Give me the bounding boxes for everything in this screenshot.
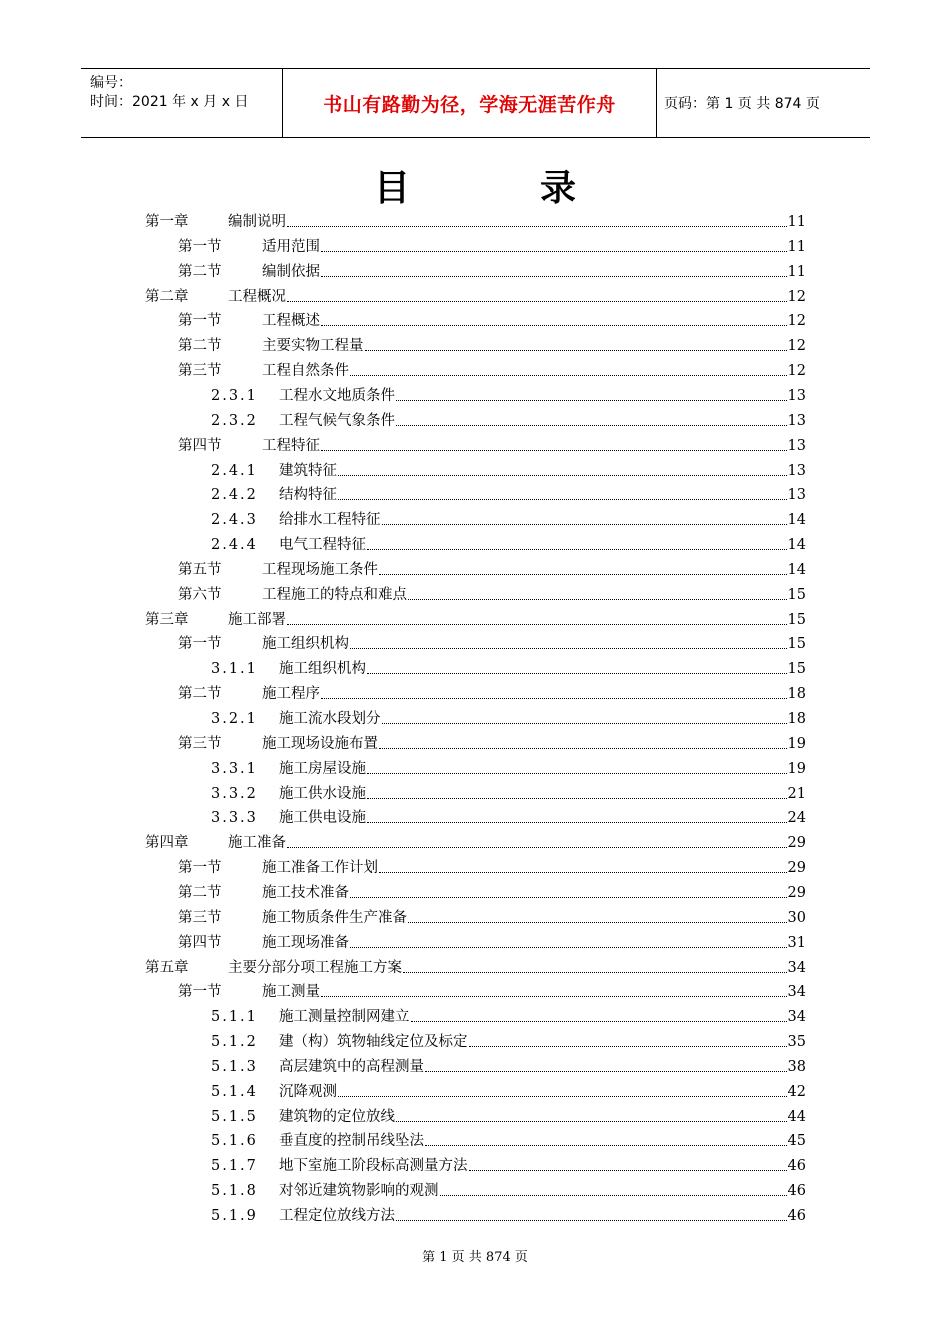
toc-dot-leader	[440, 1195, 787, 1196]
toc-entry-number: 2.4.1	[211, 462, 258, 479]
toc-entry-label: 主要实物工程量	[262, 338, 364, 355]
toc-entry-number: 第二节	[178, 338, 222, 355]
toc-entry-label: 施工组织机构	[262, 636, 349, 653]
toc-dot-leader	[367, 822, 787, 823]
toc-entry-label: 施工准备	[228, 835, 286, 852]
toc-entry-number: 5.1.2	[211, 1034, 258, 1051]
toc-entry-page: 19	[787, 735, 806, 752]
page-footer: 第 1 页 共 874 页	[422, 1250, 528, 1265]
toc-entry-label: 工程概况	[228, 288, 286, 305]
toc-entry-page: 13	[787, 462, 806, 479]
toc-entry[interactable]	[211, 756, 806, 778]
toc-entry[interactable]	[211, 1203, 806, 1225]
title-char-1: 目	[373, 168, 410, 209]
toc-entry-label: 电气工程特征	[279, 537, 366, 554]
toc-entry-label: 适用范围	[262, 238, 320, 255]
toc-entry[interactable]	[211, 1004, 806, 1026]
toc-entry[interactable]	[211, 1054, 806, 1076]
toc-dot-leader	[408, 599, 787, 600]
toc-entry-page: 13	[787, 437, 806, 454]
toc-entry[interactable]	[211, 706, 806, 728]
header-page-label: 页码：第 1 页 共 874 页	[664, 96, 820, 112]
toc-dot-leader	[408, 922, 787, 923]
toc-entry-page: 44	[787, 1108, 806, 1125]
toc-entry[interactable]	[211, 383, 806, 405]
toc-entry[interactable]	[178, 358, 806, 380]
toc-dot-leader	[367, 549, 787, 550]
toc-entry-page: 14	[787, 512, 806, 529]
toc-entry[interactable]	[211, 656, 806, 678]
toc-dot-leader	[321, 450, 787, 451]
toc-entry-number: 第二节	[178, 884, 222, 901]
toc-entry[interactable]	[211, 1029, 806, 1051]
toc-entry-number: 3.3.2	[211, 785, 258, 802]
toc-entry-number: 第一节	[178, 984, 222, 1001]
toc-dot-leader	[396, 1220, 787, 1221]
toc-entry-label: 编制说明	[228, 214, 286, 230]
toc-entry-page: 12	[787, 313, 806, 330]
toc-entry-page: 11	[787, 214, 806, 230]
toc-entry-number: 第一章	[145, 214, 189, 230]
toc-entry-page: 35	[787, 1034, 806, 1051]
toc-dot-leader	[396, 425, 787, 426]
toc-dot-leader	[350, 947, 787, 948]
toc-dot-leader	[350, 375, 787, 376]
toc-entry-page: 38	[787, 1058, 806, 1075]
toc-entry[interactable]	[211, 805, 806, 827]
toc-entry-number: 第三节	[178, 909, 222, 926]
toc-entry[interactable]	[178, 631, 806, 653]
toc-entry-page: 30	[787, 909, 806, 926]
toc-dot-leader	[350, 897, 787, 898]
toc-entry-page: 14	[787, 561, 806, 578]
toc-entry-label: 建筑特征	[279, 462, 337, 479]
toc-entry-number: 第一节	[178, 238, 222, 255]
toc-entry[interactable]	[211, 408, 806, 430]
toc-entry[interactable]	[211, 1079, 806, 1101]
toc-dot-leader	[287, 624, 787, 625]
toc-entry-number: 第四节	[178, 934, 222, 951]
toc-entry-number: 3.1.1	[211, 661, 258, 678]
toc-dot-leader	[382, 524, 787, 525]
toc-entry[interactable]	[211, 482, 806, 504]
toc-entry[interactable]	[145, 284, 806, 306]
toc-entry[interactable]	[178, 930, 806, 952]
toc-entry-page: 18	[787, 686, 806, 703]
toc-entry[interactable]	[145, 955, 806, 977]
toc-dot-leader	[469, 1170, 787, 1171]
toc-entry-label: 施工流水段划分	[279, 711, 381, 727]
toc-entry-label: 施工技术准备	[262, 884, 349, 901]
toc-dot-leader	[367, 773, 787, 774]
toc-dot-leader	[321, 996, 787, 997]
toc-entry-page: 21	[787, 785, 806, 802]
toc-entry[interactable]	[211, 1178, 806, 1200]
toc-entry-label: 施工物质条件生产准备	[262, 909, 407, 926]
toc-entry-number: 2.4.4	[211, 537, 258, 554]
toc-entry-page: 13	[787, 387, 806, 404]
toc-entry-page: 19	[787, 760, 806, 777]
toc-dot-leader	[379, 872, 787, 873]
toc-dot-leader	[321, 325, 787, 326]
toc-entry-number: 2.4.2	[211, 487, 258, 504]
toc-entry-label: 工程特征	[262, 437, 320, 454]
toc-entry-page: 46	[787, 1208, 806, 1224]
toc-entry-number: 第二节	[178, 686, 222, 703]
toc-entry-label: 工程定位放线方法	[279, 1208, 395, 1224]
toc-entry-number: 2.4.3	[211, 512, 258, 529]
toc-entry-number: 第五节	[178, 561, 222, 578]
toc-entry-label: 工程概述	[262, 313, 320, 330]
toc-entry-label: 施工房屋设施	[279, 760, 366, 777]
toc-entry-label: 施工供电设施	[279, 810, 366, 827]
toc-entry-page: 34	[787, 984, 806, 1001]
toc-entry[interactable]	[178, 855, 806, 877]
toc-entry-number: 5.1.4	[211, 1083, 258, 1100]
toc-entry-page: 15	[787, 611, 806, 628]
toc-entry-page: 42	[787, 1083, 806, 1100]
toc-entry-label: 对邻近建筑物影响的观测	[279, 1183, 439, 1200]
toc-entry[interactable]	[211, 532, 806, 554]
toc-entry-label: 建（构）筑物轴线定位及标定	[279, 1034, 468, 1051]
toc-entry-page: 15	[787, 586, 806, 603]
toc-entry[interactable]	[211, 507, 806, 529]
toc-entry[interactable]	[178, 259, 806, 281]
toc-entry-page: 18	[787, 711, 806, 727]
toc-entry[interactable]	[211, 458, 806, 480]
toc-entry[interactable]	[178, 333, 806, 355]
toc-entry-number: 2.3.2	[211, 412, 258, 429]
toc-entry-page: 34	[787, 1009, 806, 1026]
toc-entry[interactable]	[178, 308, 806, 330]
toc-entry-number: 5.1.7	[211, 1158, 258, 1175]
page-title	[0, 160, 950, 211]
toc-entry-page: 12	[787, 363, 806, 380]
toc-entry[interactable]	[211, 1128, 806, 1150]
toc-entry-page: 45	[787, 1133, 806, 1150]
toc-dot-leader	[338, 1096, 787, 1097]
toc-entry-number: 5.1.8	[211, 1183, 258, 1200]
toc-entry-label: 施工程序	[262, 686, 320, 703]
toc-entry[interactable]	[211, 1153, 806, 1175]
toc-entry-label: 施工部署	[228, 611, 286, 628]
toc-entry-label: 工程自然条件	[262, 363, 349, 380]
toc-dot-leader	[321, 698, 787, 699]
header-motto-cell	[282, 69, 657, 137]
toc-entry[interactable]	[145, 607, 806, 629]
toc-entry[interactable]	[178, 582, 806, 604]
toc-entry-label: 施工测量	[262, 984, 320, 1001]
document-number-label: 编号：	[90, 75, 132, 91]
toc-entry-label: 给排水工程特征	[279, 512, 381, 529]
toc-entry[interactable]	[145, 209, 806, 231]
toc-entry-page: 46	[787, 1183, 806, 1200]
toc-entry-number: 第三节	[178, 735, 222, 752]
toc-dot-leader	[350, 648, 787, 649]
toc-entry-page: 11	[787, 263, 806, 280]
toc-dot-leader	[469, 1046, 787, 1047]
toc-entry-number: 3.3.3	[211, 810, 258, 827]
toc-entry-number: 5.1.9	[211, 1208, 258, 1224]
toc-entry-label: 工程水文地质条件	[279, 387, 395, 404]
toc-entry-number: 第五章	[145, 959, 189, 976]
toc-entry[interactable]	[178, 979, 806, 1001]
toc-entry-label: 工程施工的特点和难点	[262, 586, 407, 603]
toc-entry-number: 第一节	[178, 860, 222, 877]
toc-entry-number: 第二章	[145, 288, 189, 305]
toc-dot-leader	[338, 475, 787, 476]
toc-entry-number: 3.3.1	[211, 760, 258, 777]
toc-dot-leader	[379, 748, 787, 749]
toc-entry-number: 5.1.1	[211, 1009, 258, 1026]
toc-entry[interactable]	[178, 433, 806, 455]
toc-entry-number: 第三章	[145, 611, 189, 628]
toc-dot-leader	[287, 847, 787, 848]
toc-dot-leader	[287, 301, 787, 302]
toc-entry-label: 高层建筑中的高程测量	[279, 1058, 424, 1075]
toc-entry-page: 31	[787, 934, 806, 951]
header-meta-cell	[81, 69, 282, 137]
toc-entry-number: 5.1.5	[211, 1108, 258, 1125]
toc-entry-label: 工程现场施工条件	[262, 561, 378, 578]
toc-dot-leader	[321, 251, 787, 252]
toc-entry[interactable]	[178, 731, 806, 753]
document-time-label: 时间：2021 年 x 月 x 日	[90, 94, 249, 110]
toc-entry-page: 12	[787, 338, 806, 355]
toc-entry-page: 13	[787, 487, 806, 504]
toc-entry-label: 施工组织机构	[279, 661, 366, 678]
toc-entry-label: 沉降观测	[279, 1083, 337, 1100]
toc-dot-leader	[425, 1071, 787, 1072]
toc-dot-leader	[382, 723, 787, 724]
toc-entry-page: 34	[787, 959, 806, 976]
toc-dot-leader	[367, 673, 787, 674]
toc-entry[interactable]	[178, 905, 806, 927]
toc-entry-label: 施工供水设施	[279, 785, 366, 802]
toc-entry-number: 5.1.6	[211, 1133, 258, 1150]
toc-entry-label: 结构特征	[279, 487, 337, 504]
document-header	[81, 68, 870, 138]
toc-entry-number: 第四章	[145, 835, 189, 852]
toc-entry-label: 建筑物的定位放线	[279, 1108, 395, 1125]
toc-entry-page: 24	[787, 810, 806, 827]
toc-dot-leader	[396, 400, 787, 401]
toc-dot-leader	[365, 350, 787, 351]
toc-dot-leader	[379, 574, 787, 575]
toc-entry-number: 第四节	[178, 437, 222, 454]
toc-entry-label: 施工测量控制网建立	[279, 1009, 410, 1026]
toc-entry-label: 施工现场准备	[262, 934, 349, 951]
toc-entry[interactable]	[145, 830, 806, 852]
toc-entry-page: 15	[787, 661, 806, 678]
toc-entry-page: 15	[787, 636, 806, 653]
toc-entry-label: 垂直度的控制吊线坠法	[279, 1133, 424, 1150]
toc-entry-label: 地下室施工阶段标高测量方法	[279, 1158, 468, 1175]
toc-entry-label: 施工准备工作计划	[262, 860, 378, 877]
toc-dot-leader	[411, 1021, 787, 1022]
toc-entry-number: 第三节	[178, 363, 222, 380]
toc-entry-number: 5.1.3	[211, 1058, 258, 1075]
toc-dot-leader	[338, 499, 787, 500]
header-motto: 书山有路勤为径，学海无涯苦作舟	[323, 93, 616, 116]
toc-entry-page: 12	[787, 288, 806, 305]
toc-dot-leader	[321, 276, 787, 277]
toc-entry-label: 工程气候气象条件	[279, 412, 395, 429]
toc-dot-leader	[287, 226, 787, 227]
toc-entry[interactable]	[178, 681, 806, 703]
title-char-2: 录	[540, 168, 577, 209]
toc-entry-number: 第六节	[178, 586, 222, 603]
toc-entry-number: 第一节	[178, 636, 222, 653]
toc-dot-leader	[425, 1145, 787, 1146]
toc-entry-number: 第一节	[178, 313, 222, 330]
toc-entry-number: 第二节	[178, 263, 222, 280]
toc-dot-leader	[403, 972, 787, 973]
toc-entry[interactable]	[211, 1104, 806, 1126]
toc-entry-page: 13	[787, 412, 806, 429]
toc-entry-page: 29	[787, 860, 806, 877]
header-page-cell	[656, 69, 870, 137]
toc-entry-page: 29	[787, 884, 806, 901]
toc-entry-page: 11	[787, 238, 806, 255]
toc-dot-leader	[367, 798, 787, 799]
toc-entry[interactable]	[178, 880, 806, 902]
toc-entry-page: 14	[787, 537, 806, 554]
toc-entry[interactable]	[178, 234, 806, 256]
toc-entry[interactable]	[178, 557, 806, 579]
toc-dot-leader	[396, 1121, 787, 1122]
toc-entry-label: 主要分部分项工程施工方案	[228, 959, 402, 976]
toc-entry-page: 29	[787, 835, 806, 852]
toc-entry-label: 施工现场设施布置	[262, 735, 378, 752]
toc-entry-label: 编制依据	[262, 263, 320, 280]
toc-entry-number: 3.2.1	[211, 711, 258, 727]
toc-entry-page: 46	[787, 1158, 806, 1175]
toc-entry-number: 2.3.1	[211, 387, 258, 404]
toc-entry[interactable]	[211, 781, 806, 803]
